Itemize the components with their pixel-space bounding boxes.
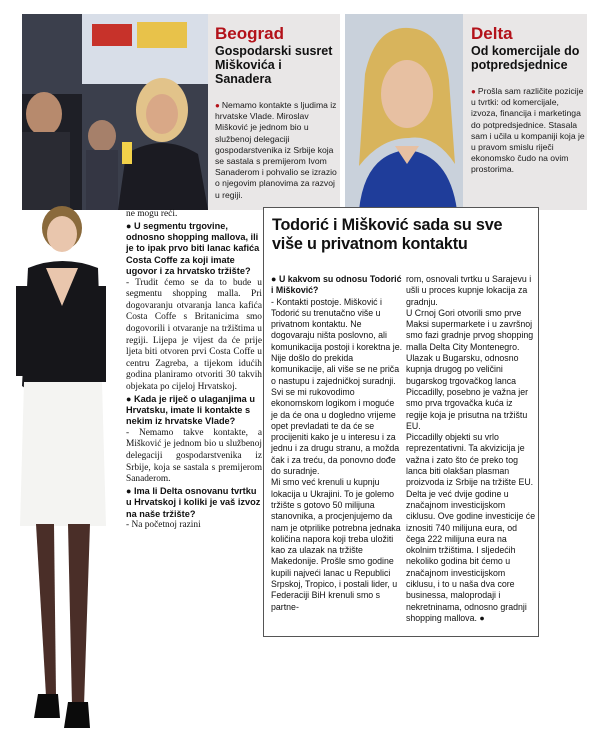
interview-title: Todorić i Mišković sada su sve više u privatnom kontaktu — [272, 216, 503, 253]
paragraph: rom, osnovali tvrtku u Sarajevu i ušli u proces kupnje lokacija za gradnju. — [406, 274, 532, 307]
answer: - Nemamo takve kontakte, a Mišković je jednom bio u službenoj delegaciji gospodarstvenika iz Srbije, koja se sastala s premijerom Sanaderom. — [126, 427, 262, 485]
bullet-icon: ● — [215, 101, 220, 110]
question — [271, 274, 403, 297]
article-text-delta — [471, 24, 585, 176]
paragraph-text: Piccadilly objekti su vrlo reprezentativni. Ta akvizicija je važna i zato što će preko tog lanca biti olakšan plasman proizvoda iz Srbije na tržište EU. Delta je već dvije godine u značajnom investicijskom ciklusu. Ove godine investicije će iznositi 740 milijuna eura, od čega 222 milijuna eura na okolnim tržištima. I sljedećih nekoliko godina bit ćemo u značajnom investicijskom ciklusu, i to u naša dva core businessa, maloprodaji i nekretninama, odnosno gradnji shopping mallova. — [406, 432, 536, 623]
end-mark-icon: ● — [479, 612, 485, 623]
photo-woman-standing — [6, 6, 110, 736]
photo-portrait-illustration — [345, 14, 463, 210]
question — [126, 486, 262, 520]
question-bullet-icon: ● — [126, 485, 134, 496]
interview-box — [263, 207, 539, 637]
headline: Od komercijale do potpredsjednice — [471, 44, 580, 72]
body-text — [215, 100, 337, 201]
body-text-content: Nemamo kontakte s ljudima iz hrvatske Vlade. Miroslav Mišković je jednom bio u službenoj delegaciji gospodarstvenika iz Srbije koja se sastala s premijerom Ivom Sanaderom i pohvalio se izrazio o njegovim planovima za razvoj u regiji. — [215, 100, 337, 200]
paragraph: ne mogu reći. — [126, 209, 178, 219]
headline: Gospodarski susret Miškovića i Sanadera — [215, 44, 333, 86]
answer: - Na početnoj razini — [126, 519, 201, 530]
question-text: U kakvom su odnosu Todorić i Mišković? — [271, 274, 402, 296]
question-bullet-icon: ● — [271, 274, 279, 284]
interview-column-left — [126, 209, 262, 532]
question — [126, 394, 262, 428]
question-text: Kada je riječ o ulaganjima u Hrvatsku, imate li kontakte s nekim iz hrvatske Vlade? — [126, 393, 255, 427]
bullet-icon: ● — [471, 87, 476, 96]
paragraph: U Crnoj Gori otvorili smo prve Maksi supermarkete i u završnoj smo fazi gradnje prvog shopping malla Delta City Montenegro. Ulazak u Bugarsku, odnosno kupnja drugog po veličini bugarskog trgovačkog lanca Piccadilly, posebno je važna jer smo prva trgovačka kuća iz regije koja je prisutna na tržištu EU. — [406, 307, 534, 431]
body-text — [471, 86, 585, 176]
question-bullet-icon: ● — [126, 220, 134, 231]
question-bullet-icon: ● — [126, 393, 134, 404]
paragraph — [406, 432, 536, 624]
city-label: Delta — [471, 24, 513, 43]
photo-portrait — [345, 14, 463, 210]
article-text-beograd — [215, 24, 337, 201]
question-text: U segmentu trgovine, odnosno shopping mallova, ili je to ipak prvo biti lanac kafića Costa Coffe za koji imate ugovor i za hrvatsko tržište? — [126, 220, 260, 277]
article-box-delta — [345, 14, 587, 210]
interview-column-2 — [406, 274, 536, 624]
answer: - Trudit ćemo se da to bude u segmentu shopping malla. Pri dogovaranju otvaranja lanca kafića Costa Coffe s Britanicima smo dogovorili i otvaranje na tržištima u regiji. Lijepa je vijest da će prije ljeta biti otvoren prvi Costa Coffe u centru Zagreba, a tijekom idućih godina planiramo otvoriti 30 takvih objekata po cijeloj Hrvatskoj. — [126, 277, 262, 392]
interview-column-1 — [271, 274, 403, 613]
question — [126, 221, 262, 278]
woman-illustration — [6, 6, 110, 736]
city-label: Beograd — [215, 24, 284, 43]
question-text: Ima li Delta osnovanu tvrtku u Hrvatskoj i koliki je vaš izvoz na naše tržište? — [126, 485, 261, 519]
body-text-content: Prošla sam različite pozicije u tvrtki: od komercijale, izvoza, financija i marketinga do potpredsjednice. Stasala sam i učila u kompaniji koja je u pravom smislu riječi ekonomsko čudo na ovim prostorima. — [471, 86, 585, 175]
answer: - Kontakti postoje. Mišković i Todorić su trenutačno više u privatnom kontaktu. Ne dogovaraju ništa poslovno, ali komunikacija postoji i korektna je. Nije došlo do prekida komunikacije, ali više se ne priča o nastupu i zajedničkoj suradnji. Svi se mi rukovodimo ekonomskom logikom i moguće je da će ona u dogledno vrijeme opet prevladati te da će se procijeniti kako je u interesu i za jednu i za drugu stranu, a možda čak i za treću, da ponovno dođe do suradnje. — [271, 296, 403, 477]
paragraph: Mi smo već krenuli u kupnju lokacija u Ukrajini. To je golemo tržište s gotovo 50 milijuna stanovnika, a procjenjujemo da nam je otprilike potrebna jednaka količina napora koji treba uložiti kao za ulazak na tržište Makedonije. Prošle smo godine kupili najveći lanac u Republici Srpskoj, Tropico, i postali lider, u Federaciji BiH krenuli smo s partne- — [271, 477, 401, 612]
